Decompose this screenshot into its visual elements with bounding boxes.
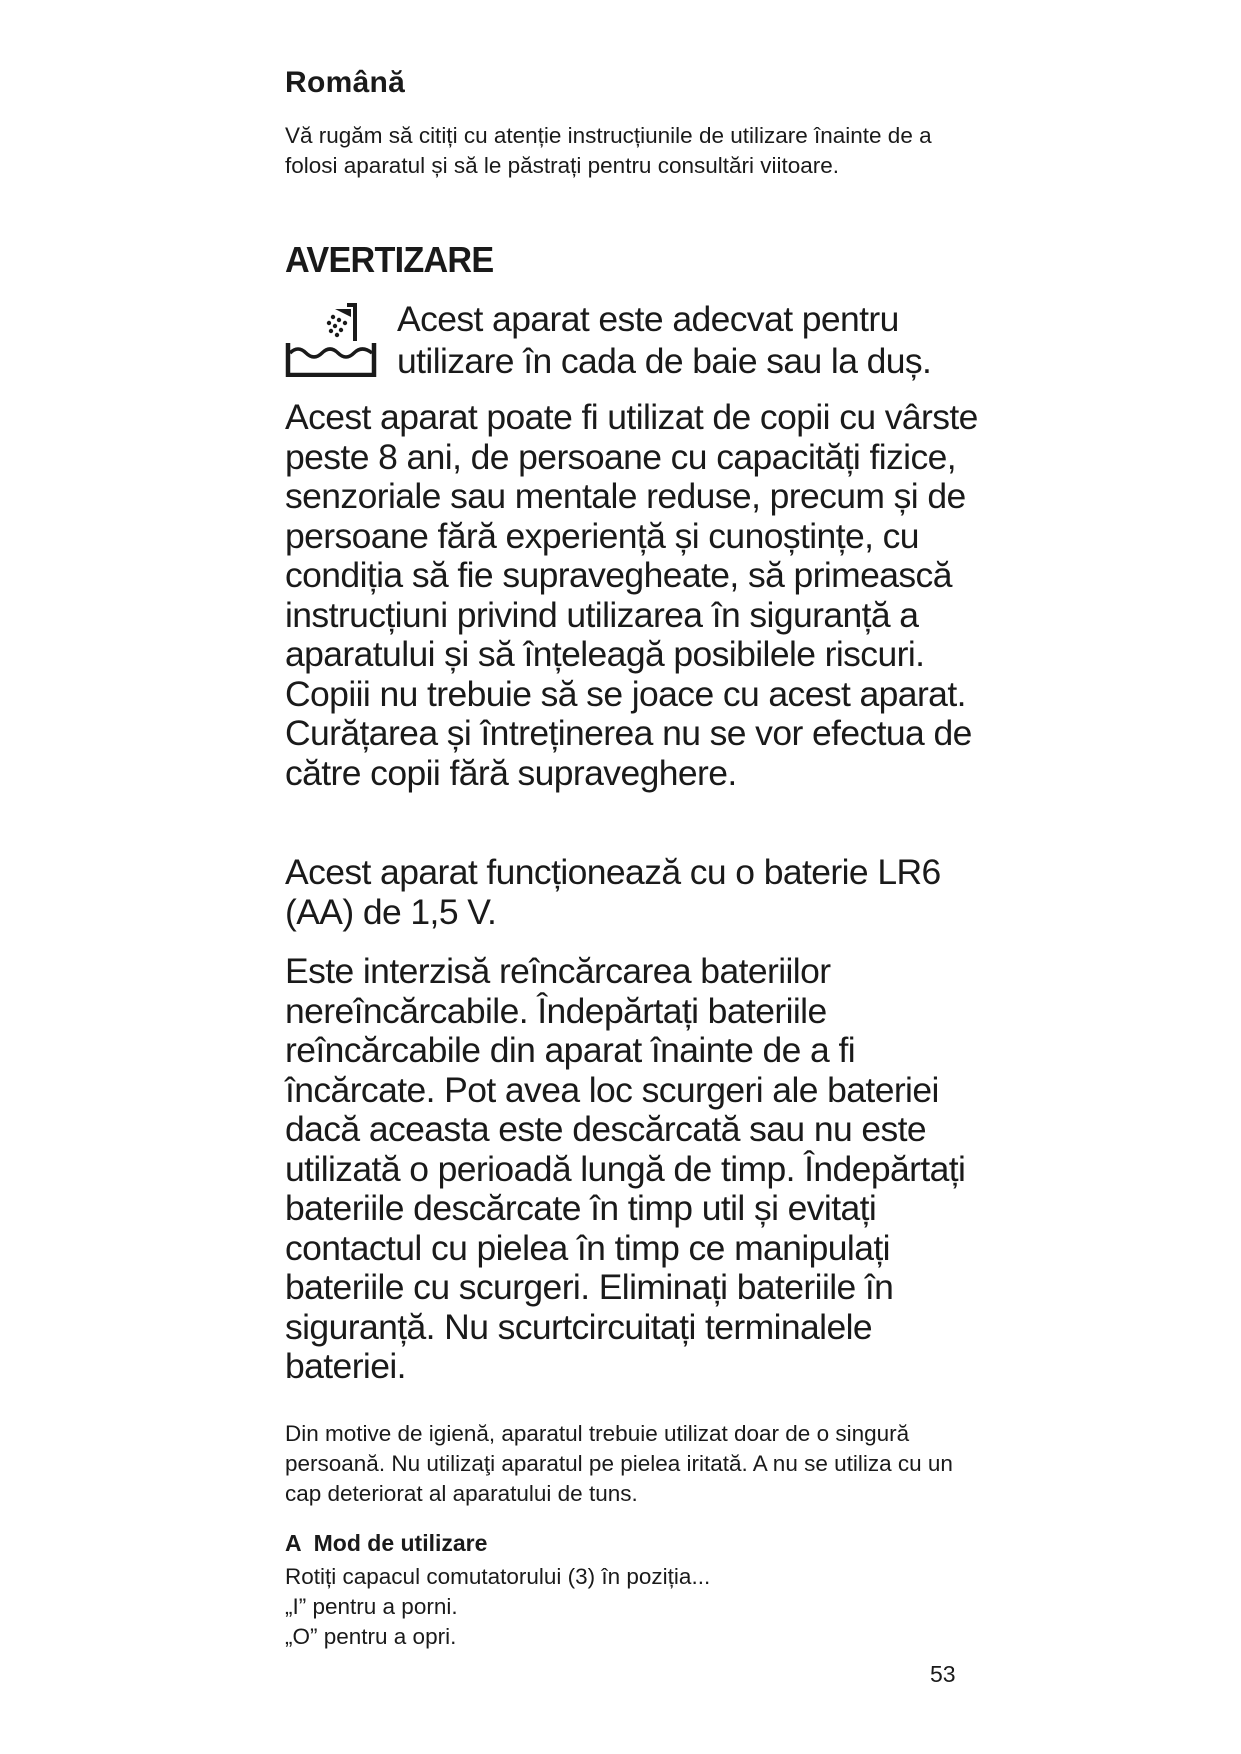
page-number: 53 <box>930 1661 956 1687</box>
warning-paragraph-battery-type: Acest aparat funcționează cu o baterie LR6 (AA) de 1,5 V. <box>285 852 941 932</box>
intro-text: Vă rugăm să citiți cu atenție instrucțiunile de utilizare înainte de a folosi aparatul și să le păstrați pentru consultări viitoare. <box>285 123 932 178</box>
bath-suitability-text: Acest aparat este adecvat pentru utilizare în cada de baie sau la duș. <box>397 299 932 381</box>
usage-title: Mod de utilizare <box>313 1530 488 1556</box>
bath-shower-icon <box>285 303 377 377</box>
usage-letter: A <box>285 1530 302 1556</box>
usage-line: Rotiți capacul comutatorului (3) în poziția... <box>285 1564 711 1589</box>
usage-heading <box>285 1530 487 1557</box>
warning-paragraph-children: Acest aparat poate fi utilizat de copii cu vârste peste 8 ani, de persoane cu capacități fizice, senzoriale sau mentale reduse, precum și de persoane fără experiență și cunoștințe, cu condiția să fie supravegheate, să primească instrucțiuni privind utilizarea în siguranță a aparatului și să înțeleagă posibilele riscuri. Copiii nu trebuie să se joace cu acest aparat. Curățarea și întreținerea nu se vor efectua de către copii fără supraveghere. <box>285 397 978 793</box>
usage-line: „I” pentru a porni. <box>285 1594 458 1619</box>
usage-instructions <box>285 1562 710 1652</box>
warning-paragraph-battery-safety: Este interzisă reîncărcarea bateriilor nereîncărcabile. Îndepărtați bateriile reîncărcabile din aparat înainte de a fi încărcate. Pot avea loc scurgeri ale bateriei dacă aceasta este descărcată sau nu este utilizată o perioadă lungă de timp. Îndepărtați bateriile descărcate în timp util și evitați contactul cu pielea în timp ce manipulați bateriile cu scurgeri. Eliminați bateriile în siguranță. Nu scurtcircuitați terminalele bateriei. <box>285 951 966 1386</box>
language-title: Română <box>285 66 406 99</box>
warning-title: AVERTIZARE <box>285 239 494 280</box>
hygiene-text: Din motive de igienă, aparatul trebuie utilizat doar de o singură persoană. Nu utilizaţi aparatul pe pielea iritată. A nu se utiliza cu un cap deteriorat al aparatului de tuns. <box>285 1421 953 1506</box>
usage-line: „O” pentru a opri. <box>285 1624 457 1649</box>
